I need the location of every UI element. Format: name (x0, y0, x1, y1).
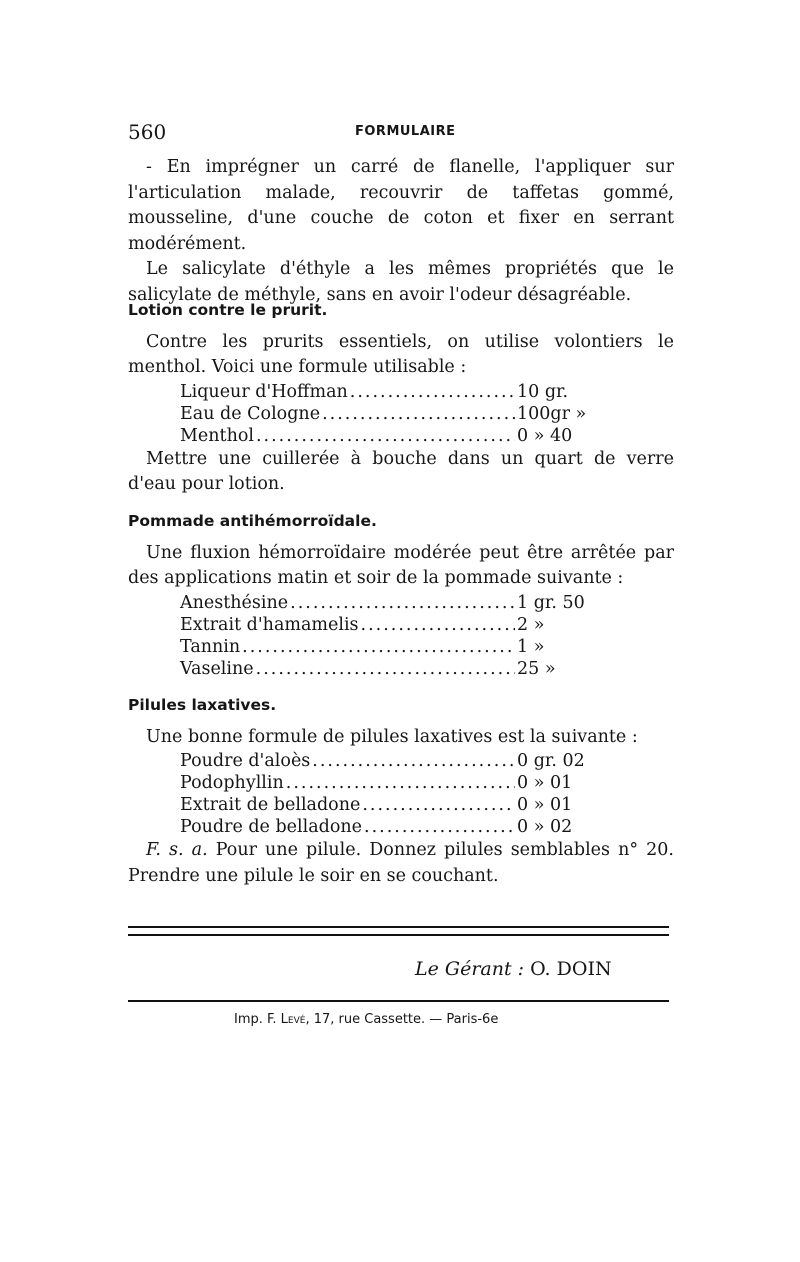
ingredient-quantity: 0 » 01 (517, 773, 573, 793)
formula-row (180, 750, 635, 772)
formula-lotion (180, 381, 635, 447)
ingredient-quantity: 100gr » (517, 403, 587, 424)
ingredient-name: Tannin (180, 636, 241, 657)
double-rule-divider (128, 926, 669, 936)
formula-pommade (180, 592, 635, 680)
formula-pilules (180, 750, 635, 838)
section-title-pilules: Pilules laxatives. (128, 696, 277, 714)
ingredient-quantity: 2 » (517, 614, 545, 635)
leader-dots (350, 381, 515, 403)
leader-dots (362, 794, 515, 816)
ingredient-name: Liqueur d'Hoffman (180, 381, 348, 402)
lotion-section (128, 298, 674, 498)
ingredient-quantity: 0 gr. 02 (517, 751, 585, 771)
running-title: FORMULAIRE (355, 124, 456, 139)
leader-dots (364, 816, 515, 838)
ingredient-name: Menthol (180, 425, 254, 446)
paragraph-application: - En imprégner un carré de flanelle, l'appliquer sur l'articulation malade, recouvrir de taffetas gommé, mousseline, d'une couche de coton et fixer en serrant modérément. (128, 157, 674, 254)
imprint-address: , 17, rue Cassette. — Paris-6e (305, 1012, 499, 1027)
ingredient-name: Extrait d'hamamelis (180, 614, 359, 635)
ingredient-quantity: 1 gr. 50 (517, 592, 585, 613)
imprint-prefix: Imp. F. (234, 1012, 281, 1027)
paragraph-pilules-outro (128, 838, 674, 889)
formula-row (180, 592, 635, 614)
intro-section (128, 155, 674, 308)
printer-imprint (234, 1012, 498, 1027)
ingredient-quantity: 0 » 40 (517, 425, 573, 446)
pommade-section (128, 509, 674, 680)
section-title-pommade: Pommade antihémorroïdale. (128, 512, 377, 530)
ingredient-name: Poudre d'aloès (180, 751, 311, 771)
formula-row (180, 636, 635, 658)
formula-row (180, 772, 635, 794)
page-number: 560 (128, 120, 167, 144)
imprint-printer-name: Levé (280, 1012, 306, 1027)
formula-row (180, 403, 635, 425)
gerant-signature (415, 958, 612, 980)
ingredient-name: Podophyllin (180, 773, 284, 793)
pilules-outro-text: Pour une pilule. Donnez pilules semblables n° 20. Prendre une pilule le soir en se couchant. (128, 840, 674, 886)
gerant-label: Le Gérant : (415, 958, 525, 980)
ingredient-quantity: 25 » (517, 658, 556, 679)
paragraph-pommade-intro: Une fluxion hémorroïdaire modérée peut être arrêtée par des applications matin et soir de la pommade suivante : (128, 542, 674, 588)
section-title-lotion: Lotion contre le prurit. (128, 301, 328, 319)
leader-dots (286, 772, 515, 794)
leader-dots (312, 750, 515, 772)
leader-dots (361, 614, 515, 636)
gerant-name: O. DOIN (524, 958, 612, 980)
leader-dots (256, 425, 515, 447)
ingredient-quantity: 0 » 02 (517, 817, 573, 837)
paragraph-lotion-intro: Contre les prurits essentiels, on utilise volontiers le menthol. Voici une formule utilisable : (128, 331, 674, 377)
formula-row (180, 381, 635, 403)
leader-dots (290, 592, 515, 614)
ingredient-name: Extrait de belladone (180, 795, 361, 815)
formula-row (180, 794, 635, 816)
paragraph-pilules-intro: Une bonne formule de pilules laxatives est la suivante : (146, 726, 638, 747)
formula-row (180, 658, 635, 680)
formula-row (180, 816, 635, 838)
pilules-section (128, 693, 674, 889)
paragraph-salicylate: Le salicylate d'éthyle a les mêmes propriétés que le salicylate de méthyle, sans en avoir l'odeur désagréable. (128, 259, 674, 305)
formula-row (180, 425, 635, 447)
fsa-abbreviation: F. s. a. (146, 840, 208, 860)
ingredient-quantity: 1 » (517, 636, 545, 657)
ingredient-name: Anesthésine (180, 592, 289, 613)
ingredient-name: Poudre de belladone (180, 817, 363, 837)
formula-row (180, 614, 635, 636)
ingredient-quantity: 0 » 01 (517, 795, 573, 815)
rule-divider (128, 1000, 669, 1002)
paragraph-lotion-outro: Mettre une cuillerée à bouche dans un quart de verre d'eau pour lotion. (128, 448, 674, 494)
ingredient-name: Eau de Cologne (180, 403, 321, 424)
leader-dots (242, 636, 515, 658)
page-header (128, 120, 673, 144)
leader-dots (256, 658, 515, 680)
ingredient-name: Vaseline (180, 658, 254, 679)
ingredient-quantity: 10 gr. (517, 381, 569, 402)
leader-dots (322, 403, 515, 425)
